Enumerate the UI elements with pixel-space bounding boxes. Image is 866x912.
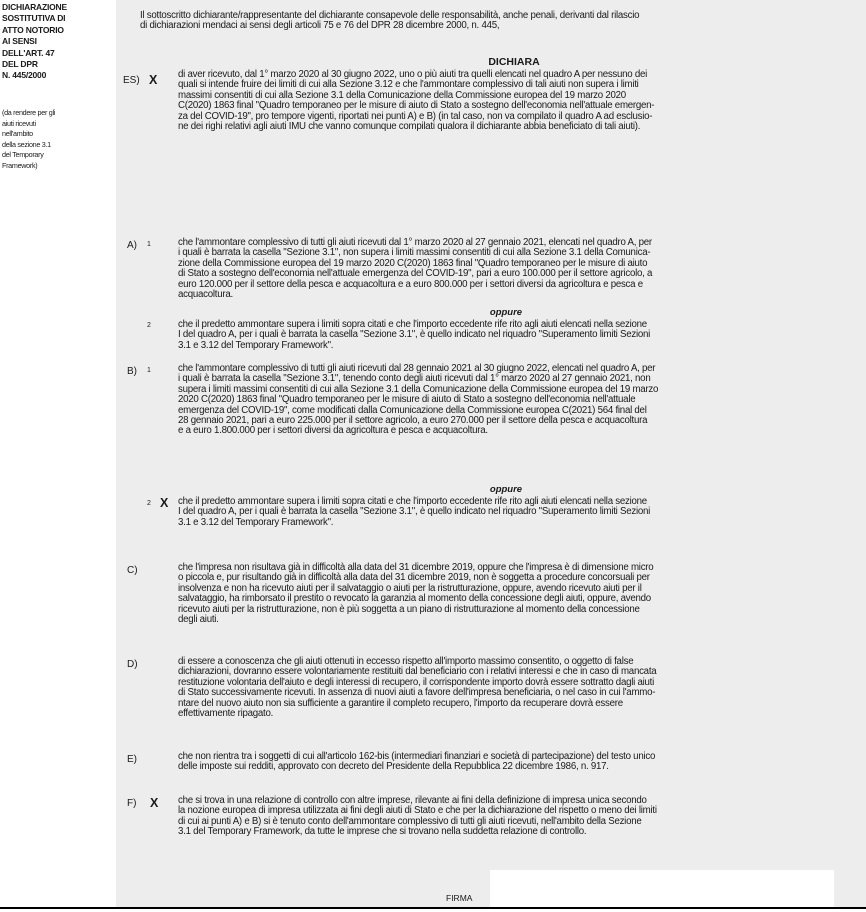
item-c-label: C) — [127, 565, 138, 576]
bottom-rule — [0, 907, 866, 909]
item-a1-text: che l'ammontare complessivo di tutti gli aiuti ricevuti dal 1° marzo 2020 al 27 gennaio 2021, elencati nel quadro A, per i quali è barrata la casella "Sezione 3.1", non supera i limiti massimi consentiti di cui alla Sezione 3.1 della Comunica- zione della Commissione europea del 19 marzo 2020 C(2020) 1863 final "Quadro temporaneo per le misure di aiuto di Stato a sostegno dell'economia nell'attuale emergenza del COVID-19", pari a euro 100.000 per il settore agricolo, a euro 120.000 per il settore della pesca e acquacoltura e a euro 800.000 per i settori diversi da agricoltura e pesca e acquacoltura. — [178, 237, 653, 301]
page-title: DICHIARA — [488, 56, 540, 68]
item-a2-text: che il predetto ammontare supera i limiti sopra citati e che l'importo eccedente rife rito agli aiuti elencati nella sezione I del quadro A, per i quali è barrata la casella "Sezione 3.1", è quello indicato nel riquadro "Superamento limiti Sezioni 3.1 e 3.12 del Temporary Framework". — [178, 319, 651, 351]
item-f-label: F) — [127, 798, 137, 809]
item-f-text: che si trova in una relazione di controllo con altre imprese, rilevante ai fini della definizione di impresa unica secondo la nozione europea di impresa utilizzata ai fini degli aiuti di Stato e che per la dichiarazione del rispetto o meno dei limiti di cui ai punti A) e B) si è tenuto conto dell'ammontare complessivo di tutti gli aiuti ricevuti, nell'ambito della Sezione 3.1 del Temporary Framework, da tutte le imprese che si trovano nella suddetta relazione di controllo. — [178, 795, 657, 838]
item-b-label: B) — [127, 366, 137, 377]
signature-field[interactable] — [490, 870, 834, 908]
intro-text: Il sottoscritto dichiarante/rappresentante del dichiarante consapevole delle responsabilità, anche penali, derivanti dal rilascio di dichiarazioni mendaci ai sensi degli articoli 75 e 76 del DPR 28 dicembre 2000, n. 445, — [140, 10, 640, 32]
item-es-label: ES) — [123, 75, 140, 86]
item-f-checkbox[interactable]: X — [150, 796, 159, 810]
signature-label: FIRMA — [446, 893, 473, 903]
item-d-label: D) — [127, 659, 138, 670]
item-a1-number: 1 — [147, 241, 151, 248]
item-e-text: che non rientra tra i soggetti di cui all'articolo 162-bis (intermediari finanziari e società di partecipazione) del testo unico delle imposte sui redditi, approvato con decreto del Presidente della Repubblica 22 dicembre 1986, n. 917. — [178, 751, 656, 773]
item-e-label: E) — [127, 754, 137, 765]
item-b1-number: 1 — [147, 367, 151, 374]
oppure-label: oppure — [489, 484, 523, 495]
sidebar-note: (da rendere per gli aiuti ricevuti nell'ambito della sezione 3.1 del Temporary Framework) — [2, 108, 56, 170]
sidebar-heading: DICHIARAZIONE SOSTITUTIVA DI ATTO NOTORIO AI SENSI DELL'ART. 47 DEL DPR N. 445/2000 — [2, 2, 67, 81]
oppure-label: oppure — [489, 307, 523, 318]
item-a2-number: 2 — [147, 322, 151, 329]
item-d-text: di essere a conoscenza che gli aiuti ottenuti in eccesso rispetto all'importo massimo consentito, o oggetto di false dichiarazioni, dovranno essere volontariamente restituiti dal beneficiario con i relativi interessi e che in caso di mancata restituzione volontaria dell'aiuto e degli interessi di recupero, il corrispondente importo dovrà essere sottratto dagli aiuti di Stato successivamente ricevuti. In assenza di nuovi aiuti a favore dell'impresa beneficiaria, o nel caso in cui l'ammo- ntare del nuovo aiuto non sia sufficiente a garantire il completo recupero, l'importo da recuperare dovrà essere effettivamente ripagato. — [178, 656, 657, 720]
item-b2-text: che il predetto ammontare supera i limiti sopra citati e che l'importo eccedente rife rito agli aiuti elencati nella sezione I del quadro A, per i quali è barrata la casella "Sezione 3.1", è quello indicato nel riquadro "Superamento limiti Sezioni 3.1 e 3.12 del Temporary Framework". — [178, 496, 651, 528]
item-b2-checkbox[interactable]: X — [160, 496, 169, 510]
item-c-text: che l'impresa non risultava già in difficoltà alla data del 31 dicembre 2019, oppure che l'impresa è di dimensione micro o piccola e, pur risultando già in difficoltà alla data del 31 dicembre 2019, non è soggetta a procedure concorsuali per insolvenza e non ha ricevuto aiuti per il salvataggio o aiuti per la ristrutturazione, oppure, avendo ricevuto aiuti per il salvataggio, ha rimborsato il prestito o revocato la garanzia al momento della concessione degli aiuti, oppure, avendo ricevuto aiuti per la ristrutturazione, non è più soggetta a un piano di ristrutturazione al momento della concessione degli aiuti. — [178, 562, 654, 626]
item-b1-text: che l'ammontare complessivo di tutti gli aiuti ricevuti dal 28 gennaio 2021 al 30 giugno 2022, elencati nel quadro A, per i quali è barrata la casella "Sezione 3.1", tenendo conto degli aiuti ricevuti dal 1° marzo 2020 al 27 gennaio 2021, non supera i limiti massimi consentiti di cui alla Sezione 3.1 della Comunicazione della Commissione europea del 19 marzo 2020 C(2020) 1863 final "Quadro temporaneo per le misure di aiuto di Stato a sostegno dell'economia nell'attuale emergenza del COVID-19", come modificati dalla Comunicazione della Commissione europea C(2021) 564 final del 28 gennaio 2021, pari a euro 225.000 per il settore agricolo, a euro 270.000 per il settore della pesca e acquacoltura e a euro 1.800.000 per i settori diversi da agricoltura e pesca e acquacoltura. — [178, 363, 659, 437]
item-a-label: A) — [127, 240, 137, 251]
item-es-checkbox[interactable]: X — [149, 73, 158, 87]
item-es-text: di aver ricevuto, dal 1° marzo 2020 al 30 giugno 2022, uno o più aiuti tra quelli elencati nel quadro A per nessuno dei quali si intende fruire dei limiti di cui alla Sezione 3.12 e che l'ammontare complessivo di tali aiuti non supera i limiti massimi consentiti di cui alla Sezione 3.1 della Comunicazione della Commissione europea del 19 marzo 2020 C(2020) 1863 final "Quadro temporaneo per le misure di aiuto di Stato a sostegno dell'economia nell'attuale emergen- za del COVID-19", pro tempore vigenti, riportati nei punti A) e B) (in tal caso, non va compilato il quadro A ad esclusio- ne dei righi relativi agli aiuti IMU che vanno comunque compilati qualora il dichiarante abbia beneficiato di tali aiuti). — [178, 69, 655, 133]
item-b2-number: 2 — [147, 500, 151, 507]
sidebar — [0, 0, 116, 907]
